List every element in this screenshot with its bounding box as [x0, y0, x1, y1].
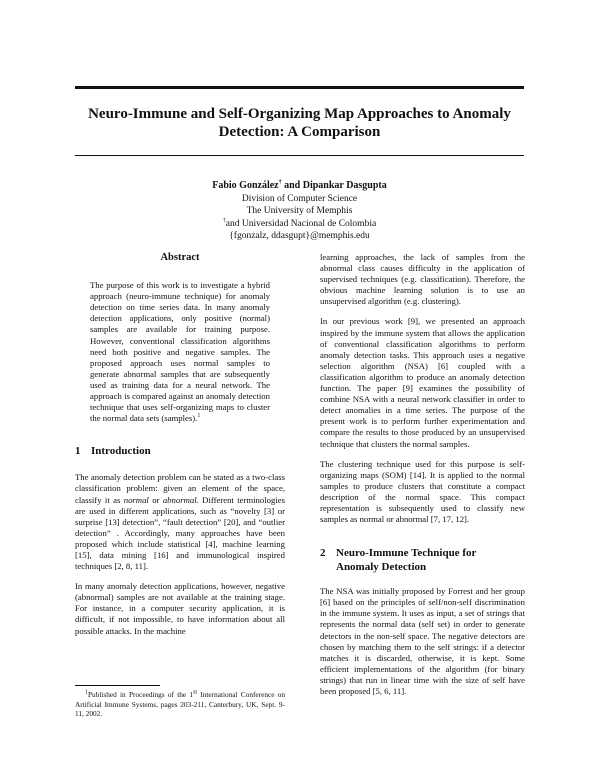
affiliation-2: The University of Memphis [246, 206, 353, 216]
intro-paragraph-1 [75, 472, 285, 572]
title-bottom-rule [75, 155, 524, 156]
footnote-text-a: Published in Proceedings of the 1 [88, 690, 194, 699]
abstract-text: The purpose of this work is to investigate a hybrid approach (neuro-immune technique) for anomaly detection on time series data. In many anomaly detection applications, only positive (normal) samples are available for training purpose. However, conventional classification algorithms need both positive and negative samples. The proposed approach uses normal samples to generate abnormal samples that are subsequently used as training data for a neural network. The approach is compared against an anomaly detection technique that uses self-organizing maps to cluster the normal data sets (samples). [90, 280, 270, 424]
intro-abnormal-term: abnormal [162, 494, 197, 505]
section-heading-neuro-immune [320, 546, 525, 574]
section-title-line-1: Neuro-Immune Technique for [336, 547, 477, 560]
right-paragraph-3: The clustering technique used for this purpose is self-organizing maps (SOM) [14]. It is applied to the normal samples to produce clusters that constitute a compact description of the normal space. This compact representation is subsequently used to classify new samples as normal or abnormal [7, 17, 12]. [320, 458, 525, 525]
section-title: Introduction [91, 445, 151, 458]
intro-p1-text-b: . Different terminologies are used in different applications, such as “novelty [3] or surprise [13] detection”, “fault detection” [20], and “outlier detection” . Accordingly, many approaches have been proposed which include statistical [4], machine learning [15], data mining [16] and immunological inspired techniques [2, 8, 11]. [75, 494, 285, 572]
section-heading-introduction [75, 444, 285, 458]
section-number: 2 [320, 547, 326, 560]
intro-p1-text-a: The anomaly detection problem can be stated as a two-class classification problem: given an element of the space, classify it as [75, 472, 285, 505]
author-email: {fgonzalz, ddasgupt}@memphis.edu [229, 231, 370, 241]
abstract-body [90, 280, 270, 424]
footnote-ordinal: st [193, 689, 198, 696]
affiliation-1: Division of Computer Science [241, 193, 358, 204]
paper-title: Neuro-Immune and Self-Organizing Map Approaches to Anomaly Detection: A Comparison [88, 106, 511, 140]
affiliation-dagger: † [222, 217, 226, 224]
footnote-mark: 1 [197, 413, 201, 420]
affiliation-3 [75, 218, 524, 231]
footnote [75, 690, 285, 719]
section-title [336, 546, 476, 574]
footnote-rule [75, 685, 160, 686]
author-dagger: † [278, 179, 282, 186]
section-title-line-2: Anomaly Detection [336, 561, 427, 574]
author-second: and Dipankar Dasgupta [281, 180, 387, 191]
right-paragraph-4: The NSA was initially proposed by Forrest and her group [6] based on the principles of self/non-self discrimination in the immune system. It uses as input, a set of strings that represents the normal data (self set) in order to generate detectors in the non-self space. The negative detectors are chosen by matching them to the self strings: if a detector matches it is discarded, otherwise, it is kept. Some efficient implementations of the algorithm (for binary strings) that run in linear time with the size of self have been proposed [5, 6, 11]. [320, 586, 525, 696]
right-paragraph-1: learning approaches, the lack of samples from the abnormal class causes difficulty in the application of supervised techniques (e.g. classification). Therefore, the obvious machine learning solution is to use an unsupervised algorithm (e.g. clustering). [320, 252, 525, 307]
affiliation-3-text: and Universidad Nacional de Colombia [225, 218, 377, 229]
abstract-heading: Abstract [160, 252, 200, 263]
author-names [75, 180, 524, 193]
author-block [75, 180, 524, 243]
footnote-number: 1 [85, 689, 88, 696]
intro-p1-or: or [148, 494, 163, 505]
title-top-rule [75, 86, 524, 89]
right-paragraph-2: In our previous work [9], we presented an approach inspired by the immune system that allows the application of conventional classification algorithms to perform anomaly detection tasks. This approach uses a negative selection algorithm (NSA) [6] coupled with a classification algorithm to produce an anomaly detection function. The paper [9] examines the possibility of combine NSA with a neural network classifier in order to detect anomalies in a time series. The purpose of the present work is to perform further experimentation and compare the results to those produced by an unsupervised technique that clusters the normal samples. [320, 316, 525, 449]
left-column [75, 252, 285, 646]
intro-normal-term: normal [123, 494, 149, 505]
right-column [320, 252, 525, 706]
author-first: Fabio González [212, 180, 279, 191]
section-number: 1 [75, 445, 81, 458]
intro-paragraph-2: In many anomaly detection applications, however, negative (abnormal) samples are not available at the training stage. For instance, in a computer security application, it is difficult, if not impossible, to have information about all possible attacks. In the machine [75, 581, 285, 636]
footnote-text-b: International Conference on Artificial Immune Systems, pages 203-211, Canterbury, UK, Sept. 9-11, 2002. [75, 690, 285, 719]
